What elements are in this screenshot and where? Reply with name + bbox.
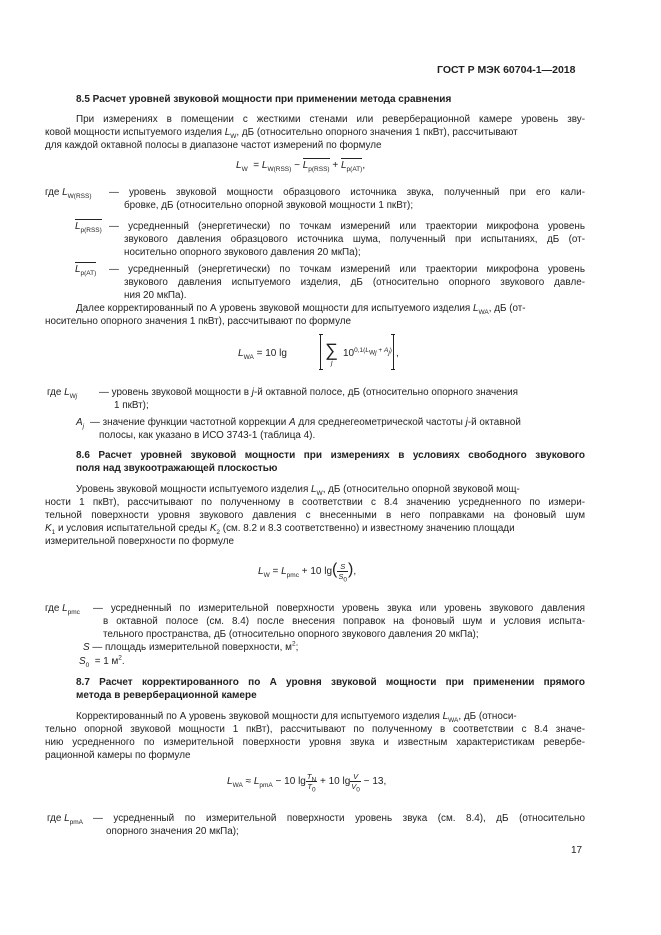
definition-symbol: S — площадь измерительной поверхности, $м^2$; [83, 640, 299, 653]
paragraph-line: При измерениях в помещении с жесткими стенами или реверберационной камере уровень зву- [76, 114, 585, 125]
section-8-7-title: 8.7 Расчет корректированного по А уровня звуковой мощности при применении прямого [76, 677, 585, 688]
definition-text: 1 пкВт); [114, 400, 149, 411]
definition-text: в октавной полосе (см. 8.4) после внесения поправок на фоновый шум и условия испыта- [103, 616, 585, 627]
formula-lwa-reverb: $L_{WA} \approx L_{pmA} - 10$ lg $\frac{T_N}{T_0}$ + 10 lg $\frac{V}{V_0}$ − 13, [227, 772, 387, 794]
definition-symbol: $L_{p(AT)}$ [75, 264, 97, 277]
definition-text: полосы, как указано в ИСО 3743-1 (таблица 4). [99, 430, 316, 441]
section-8-5-title: 8.5 Расчет уровней звуковой мощности при применении метода сравнения [76, 94, 452, 105]
formula-lwa-label: $L_{WA} = 10$ lg [238, 348, 287, 361]
definition-symbol: где $L_{W(RSS)}$ [45, 187, 92, 200]
definition-text: — усредненный по измерительной поверхности уровень звука (см. 8.4), дБ (относительно [93, 813, 585, 824]
section-8-7-title: метода в реверберационной камере [76, 690, 257, 701]
definition-text: ния 20 мкПа). [124, 290, 187, 301]
paragraph-line: Уровень звуковой мощности испытуемого изделия $L_W$, дБ (относительно опорной звуковой мощ- [76, 484, 520, 497]
definition-text: звукового давления образцового источника шума, полученный при испытаниях, дБ (от- [124, 234, 585, 245]
paragraph-line: Корректированный по А уровень звуковой мощности для испытуемого изделия $L_{WA}$, дБ (относи- [76, 711, 517, 724]
paragraph-line: для каждой октавной полосы в диапазоне частот измерений по формуле [45, 140, 382, 151]
sum-index: j [331, 360, 333, 367]
exponent-base: $10^{0,1(L_{Wj} + A_j)}$ [343, 346, 392, 359]
section-8-6-title: поля над звукоотражающей плоскостью [76, 463, 278, 474]
definition-text: — уровень звуковой мощности образцового источника звука, полученный при его кали- [109, 187, 585, 198]
definition-text: носительно опорного звукового давления 20 мкПа); [124, 247, 361, 258]
definition-text: бровке, дБ (относительно опорной звуковой мощности 1 пкВт); [124, 200, 414, 211]
paragraph-line: Далее корректированный по А уровень звуковой мощности для испытуемого изделия $L_{WA}$, дБ (от- [76, 303, 526, 316]
formula-lw-free-field: $L_W = L_{pmc} + 10$ lg( $\frac{S}{S_0}$ ), [258, 561, 357, 584]
paragraph-line: $K_1$ и условия испытательной среды $K_2$ (см. 8.2 и 8.3 соответственно) и известному значению площади [45, 523, 515, 536]
sigma-symbol: ∑ [325, 340, 338, 360]
definition-text: тельного пространства, дБ (относительно опорного звукового давления 20 мкПа); [103, 629, 479, 640]
paragraph-line: носительно опорного значения 1 пкВт), рассчитывают по формуле [45, 316, 352, 327]
paragraph-line: тельной поверхности уровня звукового давления с внесенными в него поправками на фоновый шум [45, 510, 585, 521]
definition-symbol: где $L_{pmc}$ [45, 603, 80, 616]
paragraph-line: ковой мощности испытуемого изделия $L_W$, дБ (относительно опорного значения 1 пкВт), рассчитывают [45, 127, 518, 140]
standard-header: ГОСТ Р МЭК 60704-1—2018 [437, 64, 576, 76]
definition-symbol: где $L_{Wj}$ [47, 387, 78, 400]
definition-symbol: $S_0 = 1$ $м^2$. [79, 654, 125, 669]
section-8-6-title: 8.6 Расчет уровней звуковой мощности при измерениях в условиях свободного звукового [76, 450, 585, 461]
definition-text: — усредненный (энергетически) по точкам измерений или траектории микрофона уровень [109, 264, 585, 275]
paragraph-line: тельно опорной звуковой мощности 1 пкВт), рассчитывают по полученному в соответствии с 8.4 значе- [45, 724, 585, 735]
definition-text: — усредненный (энергетически) по точкам измерений или траектории микрофона уровень [109, 221, 585, 232]
definition-text: — усредненный по измерительной поверхности уровень звука или уровень звукового давления [93, 603, 585, 614]
definition-text: звукового давления испытуемого изделия, дБ (относительно опорного звукового давле- [124, 277, 585, 288]
formula-bracket [320, 334, 394, 370]
paragraph-line: измерительной поверхности по формуле [45, 536, 235, 547]
definition-symbol: $A_j$ [76, 417, 85, 430]
definition-symbol: где $L_{pmA}$ [47, 813, 84, 826]
page-number: 17 [571, 845, 583, 856]
paragraph-line: рационной камеры по формуле [45, 750, 191, 761]
formula-lw: $L_W = L_{W(RSS)} - L_{p(RSS)} + L_{p(AT)}$, [236, 160, 366, 173]
formula-comma: , [396, 348, 399, 359]
definition-text: опорного значения 20 мкПа); [106, 826, 239, 837]
paragraph-line: ности 1 пкВт), рассчитывают по полученному в соответствии с 8.4 значению усредненного по измери- [45, 497, 585, 508]
definition-text: — уровень звуковой мощности в j-й октавной полосе, дБ (относительно опорного значения [99, 387, 518, 398]
definition-text: — значение функции частотной коррекции A для среднегеометрической частоты j-й октавной [90, 417, 521, 428]
definition-symbol: $L_{p(RSS)}$ [75, 221, 102, 234]
paragraph-line: нию усредненного по измерительной поверхности уровня звука и известным характеристикам ревербе- [45, 737, 585, 748]
